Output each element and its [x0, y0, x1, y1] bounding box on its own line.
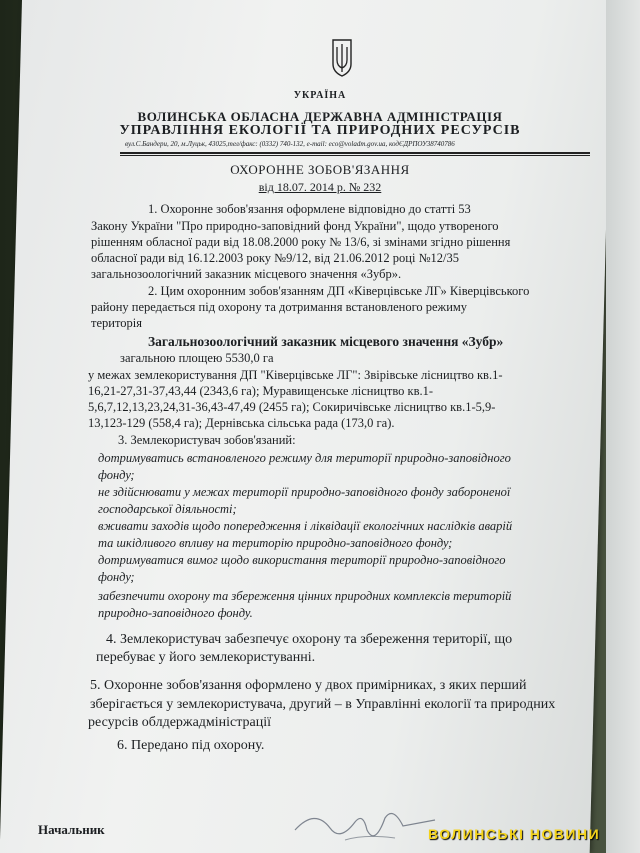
- document-title: ОХОРОННЕ ЗОБОВ'ЯЗАННЯ: [230, 162, 410, 177]
- duty-5-line-2: природно-заповідного фонду.: [98, 606, 253, 620]
- para-1-line-2: Закону України "Про природно-заповідний фонд України", щодо утвореного: [91, 219, 499, 233]
- land-use-line-1: у межах землекористування ДП "Ківерцівське ЛГ": Звірівське лісництво кв.1-: [88, 368, 503, 382]
- land-use-line-4: 13,123-129 (558,4 га); Дернівська сільська рада (173,0 га).: [88, 416, 395, 430]
- signer-title: Начальник: [38, 822, 105, 837]
- document-date: від 18.07. 2014 р. № 232: [258, 180, 382, 194]
- para-1-line-3: рішенням обласної ради від 18.08.2000 року № 13/6, зі змінами згідно рішення: [91, 235, 511, 249]
- para-1-line-5: загальнозоологічний заказник місцевого значення «Зубр».: [91, 267, 402, 281]
- duty-3-line-2: та шкідливого впливу на територію природно-заповідного фонду;: [98, 536, 453, 550]
- country-label: УКРАЇНА: [293, 90, 347, 101]
- para-2-line-1: 2. Цим охоронним зобов'язанням ДП «Ківерцівське ЛГ» Ківерцівського: [148, 284, 530, 298]
- duty-1-line-1: дотримуватись встановленого режиму для території природно-заповідного: [98, 451, 511, 465]
- reserve-name: Загальнозоологічний заказник місцевого значення «Зубр»: [148, 334, 504, 349]
- duty-2-line-2: господарської діяльності;: [98, 502, 237, 516]
- para-4-line-2: перебуває у його землекористуванні.: [96, 650, 316, 665]
- header-rule: [120, 152, 590, 154]
- para-2-line-2: району передається під охорону та дотримання встановленого режиму: [91, 300, 468, 314]
- land-use-line-2: 16,21-27,31-37,43,44 (2343,6 га); Муравищенське лісництво кв.1-: [88, 384, 434, 398]
- address-line: вул.С.Бандери, 20, м.Луцьк, 43025,тел/факс: (0332) 740-132, e-mail: eco@voladm.gov.ua, кодЄДРПОУ38740786: [125, 140, 455, 148]
- para-5-line-2: зберігається у землекористувача, другий – в Управлінні екології та природних: [90, 697, 556, 712]
- area-line: загальною площею 5530,0 га: [120, 351, 274, 365]
- para-1-line-1: 1. Охоронне зобов'язання оформлене відповідно до статті 53: [148, 202, 471, 216]
- coat-of-arms-icon: [330, 38, 354, 78]
- admin-title: ВОЛИНСЬКА ОБЛАСНА ДЕРЖАВНА АДМІНІСТРАЦІЯ: [137, 109, 503, 124]
- signature-icon: [285, 800, 445, 850]
- para-5-line-1: 5. Охоронне зобов'язання оформлено у двох примірниках, з яких перший: [90, 678, 527, 693]
- duty-4-line-2: фонду;: [98, 570, 135, 584]
- department-title: УПРАВЛІННЯ ЕКОЛОГІЇ ТА ПРИРОДНИХ РЕСУРСІВ: [119, 123, 521, 138]
- para-5-line-3: ресурсів облдержадміністрації: [88, 715, 272, 730]
- para-1-line-4: обласної ради від 16.12.2003 року №9/12, від 21.06.2012 році №12/35: [91, 251, 459, 265]
- duty-1-line-2: фонду;: [98, 468, 135, 482]
- duty-2-line-1: не здійснювати у межах території природно-заповідного фонду забороненої: [98, 485, 511, 499]
- para-2-line-3: територія: [91, 316, 142, 330]
- duty-3-line-1: вживати заходів щодо попередження і ліквідації екологічних наслідків аварій: [98, 519, 513, 533]
- header-rule-thin: [120, 155, 590, 156]
- duty-5-line-1: забезпечити охорону та збереження цінних природних комплексів територій: [98, 589, 512, 603]
- land-use-line-3: 5,6,7,12,13,23,24,31-36,43-47,49 (2455 га); Сокиричівське лісництво кв.1-5,9-: [88, 400, 496, 414]
- para-6-line: 6. Передано під охорону.: [117, 738, 265, 753]
- para-3-heading: 3. Землекористувач зобов'язаний:: [118, 433, 296, 447]
- duty-4-line-1: дотримуватися вимог щодо використання території природно-заповідного: [98, 553, 506, 567]
- para-4-line-1: 4. Землекористувач забезпечує охорону та збереження території, що: [106, 632, 513, 647]
- watermark-logo: ВОЛИНСЬКІ НОВИНИ: [428, 826, 601, 842]
